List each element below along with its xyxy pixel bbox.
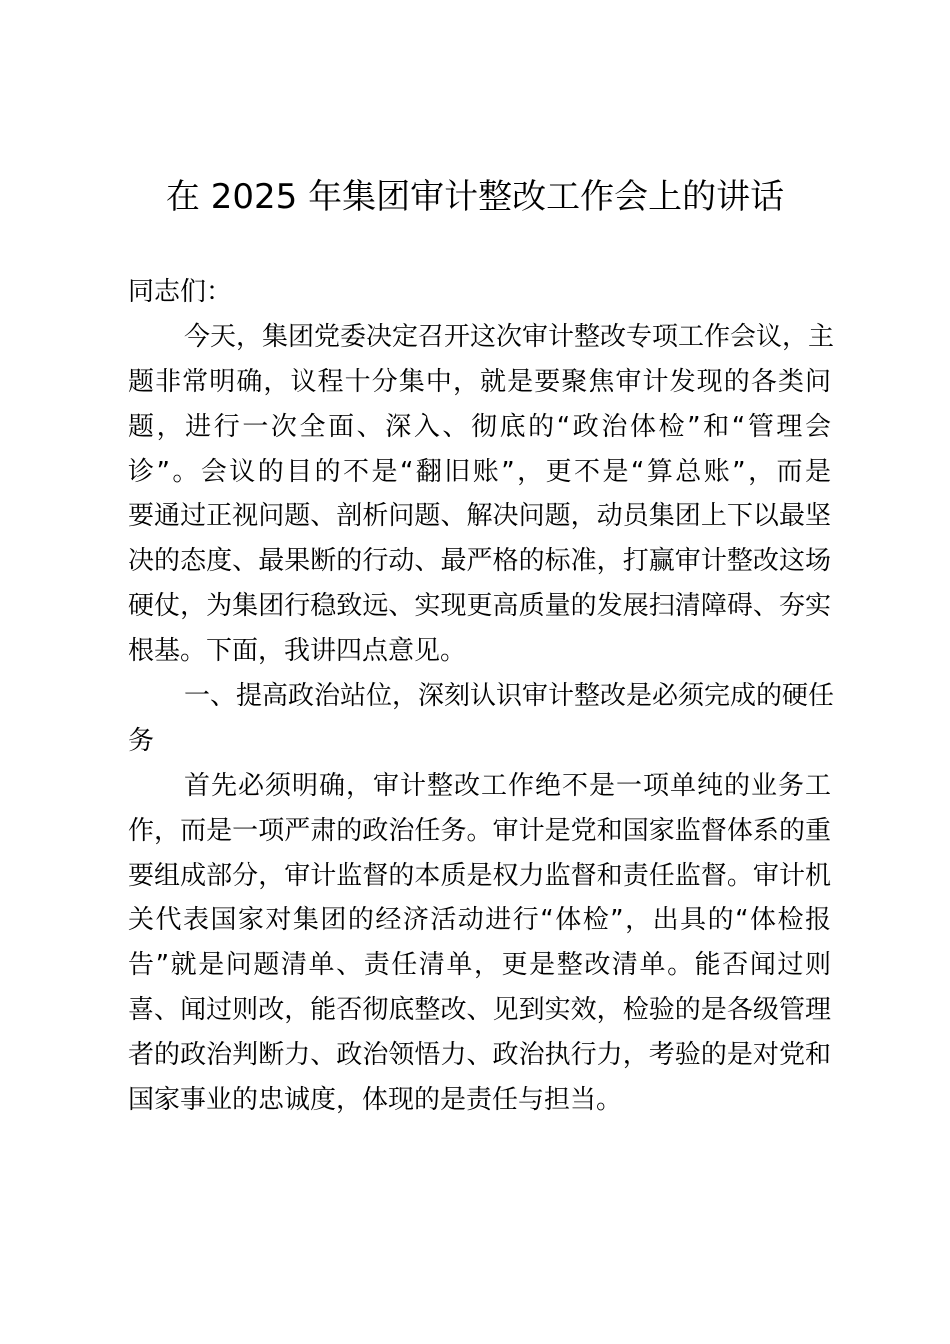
text-line: 硬仗，为集团行稳致远、实现更高质量的发展扫清障碍、夯实 [128, 591, 831, 622]
text-line: 题非常明确，议程十分集中，就是要聚焦审计发现的各类问 [128, 366, 831, 397]
salutation: 同志们： [128, 277, 233, 307]
section-heading-1 [128, 674, 835, 764]
text-line: 根基。下面，我讲四点意见。 [128, 636, 467, 667]
text-line: 国家事业的忠诚度，体现的是责任与担当。 [128, 1085, 623, 1116]
text-line: 今天，集团党委决定召开这次审计整改专项工作会议，主 [184, 321, 835, 352]
text-line: 诊”。会议的目的不是“翻旧账”，更不是“算总账”，而是 [128, 456, 831, 487]
paragraph-section-1 [128, 764, 831, 1123]
text-line: 作，而是一项严肃的政治任务。审计是党和国家监督体系的重 [128, 815, 831, 846]
text-line: 喜、闻过则改，能否彻底整改、见到实效，检验的是各级管理 [128, 995, 831, 1026]
text-line: 要通过正视问题、剖析问题、解决问题，动员集团上下以最坚 [128, 501, 831, 532]
text-line: 一、提高政治站位，深刻认识审计整改是必须完成的硬任 [184, 681, 835, 712]
text-line: 务 [128, 725, 155, 756]
text-line: 首先必须明确，审计整改工作绝不是一项单纯的业务工 [184, 770, 831, 801]
text-line: 要组成部分，审计监督的本质是权力监督和责任监督。审计机 [128, 860, 831, 891]
text-line: 题，进行一次全面、深入、彻底的“政治体检”和“管理会 [128, 411, 831, 442]
document-body [128, 270, 835, 1123]
paragraph-intro [128, 315, 835, 674]
text-line: 者的政治判断力、政治领悟力、政治执行力，考验的是对党和 [128, 1040, 831, 1071]
text-line: 告”就是问题清单、责任清单，更是整改清单。能否闻过则 [128, 950, 831, 981]
text-line: 决的态度、最果断的行动、最严格的标准，打赢审计整改这场 [128, 546, 831, 577]
text-line: 关代表国家对集团的经济活动进行“体检”，出具的“体检报 [128, 905, 831, 936]
document-title: 在 2025 年集团审计整改工作会上的讲话 [165, 177, 785, 217]
